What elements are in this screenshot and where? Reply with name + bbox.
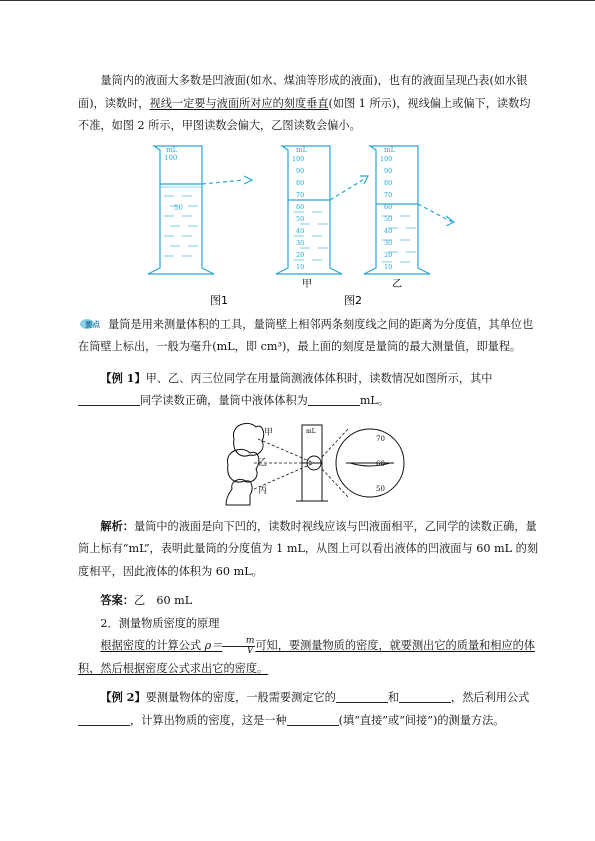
svg-text:30: 30 [296, 238, 305, 247]
student-labels [258, 427, 273, 496]
svg-text:丙: 丙 [258, 485, 268, 496]
students-reading-figure [218, 419, 408, 507]
example-1-blank-1[interactable] [78, 391, 140, 406]
example-2-blank-4[interactable] [287, 711, 339, 726]
svg-text:90: 90 [296, 166, 305, 175]
analysis-label: 解析： [100, 518, 134, 533]
small-cylinder-unit: mL [306, 427, 316, 435]
svg-text:20: 20 [384, 250, 393, 259]
figure-label-jia: 甲 [302, 278, 312, 290]
intro-text-1: 量筒内的液面大多数是凹液面(如水、煤油等形成的液面)，也有的液面呈现凸表(如水银面)，读数时， [78, 74, 528, 110]
example-2-tag: 【例 2】 [100, 690, 146, 704]
intro-paragraph [78, 70, 538, 138]
svg-text:70: 70 [384, 190, 393, 199]
zoom-circle [336, 429, 404, 497]
example-1-text-b: 同学读数正确，量筒中液体体积为 [140, 394, 308, 407]
svg-text:70: 70 [376, 434, 385, 443]
cylinder-1 [148, 146, 252, 274]
measuring-cylinder-figure [134, 142, 474, 310]
figure-caption-2: 图2 [344, 293, 362, 307]
document-page [78, 70, 538, 732]
svg-text:100: 100 [292, 154, 305, 163]
svg-text:30: 30 [384, 238, 393, 247]
svg-text:80: 80 [384, 178, 393, 187]
answer-label: 答案： [100, 593, 134, 607]
cylinder-2 [276, 146, 368, 274]
figure-caption-1: 图1 [210, 293, 228, 307]
example-1-text-a: 甲、乙、丙三位同学在用量筒测液体体积时，读数情况如图所示，其中 [145, 371, 493, 385]
svg-text:60: 60 [376, 459, 385, 468]
svg-text:乙: 乙 [258, 457, 268, 468]
sight-lines [254, 429, 348, 497]
svg-text:100: 100 [380, 154, 393, 163]
key-point-text: 量筒是用来测量体积的工具，量筒壁上相邻两条刻度线之间的距离为分度值，其单位也在筒壁上标出，一般为毫升(mL，即 cm³)，最上面的刻度是量筒的最大测量值，即量程。 [78, 317, 534, 353]
svg-text:60: 60 [296, 202, 305, 211]
intro-text-2: (如图 1 所示)，视线偏上或偏下，读数均不准，如图 2 所示，甲图读数会偏大，乙图读数会偏小。 [78, 96, 531, 132]
section-2-text-b: 可知，要测量物质的密度，就要测出它的质量和相应的体积，然后根据密度公式求出它的密度。 [78, 639, 536, 675]
cylinder-3-scale [380, 155, 392, 271]
svg-text:80: 80 [296, 178, 305, 187]
example-2-text-b: ，然后利用公式 [451, 691, 530, 704]
svg-text:10: 10 [384, 262, 393, 271]
answer-text: 乙 60 mL [133, 594, 193, 607]
example-1-paragraph [78, 367, 538, 413]
cylinder-1-tick-100: 100 [164, 153, 178, 162]
example-2-paragraph [78, 686, 538, 732]
cylinder-3 [364, 146, 454, 274]
page-top-rule [0, 0, 595, 1]
svg-text:40: 40 [384, 226, 393, 235]
svg-text:要点: 要点 [85, 319, 100, 329]
example-1-tag: 【例 1】 [100, 370, 146, 385]
section-2-text-a: 根据密度的计算公式 [100, 639, 202, 652]
cylinder-2-unit: mL [296, 145, 308, 154]
zoom-ticks [376, 435, 385, 493]
svg-text:90: 90 [384, 166, 393, 175]
svg-text:50: 50 [376, 484, 385, 493]
svg-text:40: 40 [296, 226, 305, 235]
example-1-text-c: mL。 [359, 394, 390, 407]
example-2-text-c: ，计算出物质的密度，这是一种 [130, 713, 287, 727]
example-1-blank-2[interactable] [308, 391, 360, 406]
example-2-blank-1[interactable] [336, 688, 388, 703]
figure-label-yi: 乙 [392, 278, 402, 290]
svg-text:60: 60 [384, 202, 393, 211]
example-2-blank-2[interactable] [399, 688, 451, 703]
example-2-text-and: 和 [387, 691, 400, 704]
example-2-text-a: 要测量物体的密度，一般需要测定它的 [145, 691, 336, 704]
key-point-paragraph [78, 314, 538, 359]
analysis-text: 量筒中的液面是向下凹的，读数时视线应该与凹液面相平，乙同学的读数正确，量筒上标有“mL”，表明此量筒的分度值为 1 mL，从图上可以看出液体的凹液面与 60 mL 的刻度相平，因此液体的体积为 60 mL。 [78, 519, 539, 578]
example-2-text-d: (填“直接”或“间接”)的测量方法。 [338, 713, 505, 727]
cylinder-3-unit: mL [384, 145, 396, 154]
svg-text:50: 50 [296, 214, 305, 223]
svg-text:甲: 甲 [264, 427, 274, 438]
density-formula-lhs: ρ＝ [204, 639, 223, 652]
analysis-paragraph [78, 515, 538, 584]
cylinder-1-unit: mL [166, 145, 178, 154]
section-2-title: 2．测量物质密度的原理 [100, 616, 220, 630]
answer-paragraph [78, 589, 538, 613]
cylinder-1-tick-50: 50 [174, 203, 183, 212]
key-point-badge-icon [78, 317, 106, 331]
svg-text:20: 20 [296, 250, 305, 259]
section-2-paragraph [78, 635, 538, 680]
svg-text:70: 70 [296, 190, 305, 199]
svg-text:50: 50 [384, 214, 393, 223]
svg-text:10: 10 [296, 262, 305, 271]
density-formula-fraction: $\frac{m}{V}$ [222, 637, 255, 656]
example-2-blank-3[interactable] [78, 711, 130, 726]
cylinder-2-scale [292, 155, 304, 271]
intro-underlined-text: 视线一定要与液面所对应的刻度垂直 [149, 96, 329, 110]
